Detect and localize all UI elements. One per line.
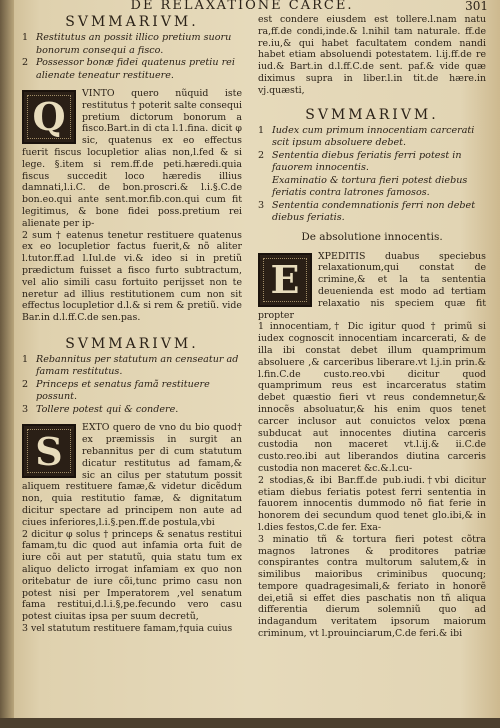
body-text <box>258 14 486 97</box>
summary-list <box>258 125 486 225</box>
summarium-heading: SVMMARIVM. <box>65 14 199 30</box>
page-shadow-edge <box>0 0 14 728</box>
ornamental-initial: S <box>22 424 76 478</box>
right-column <box>258 14 486 640</box>
section-title: De absolutione innocentis. <box>301 230 443 243</box>
summary-item: 1 Rebannitus per statutum an censeatur ad famam restitutus. <box>22 353 239 378</box>
paragraph: 2 sum † eatenus tenetur restituere quatenus ex eo locupletior factus fuerit,& nõ aliter l.tutor.ff.ad l.Iul.de vi.& ideo si in pretiũ prædictum fuisset a fisco furto subtractum, vel alio simili casu fortuito perijsset non te neretur ad illius restitutionem cum non sit effectus locupletior d.l.& si rem & pretiũ. vide Bar.in d.l.ff.C.de sen.pas. <box>22 229 242 324</box>
body-text <box>22 422 242 634</box>
left-column <box>22 14 242 635</box>
ornamental-initial: Q <box>22 90 76 144</box>
summarium-heading: SVMMARIVM. <box>65 335 199 352</box>
summary-item: 3 Tollere potest qui & condere. <box>22 403 179 415</box>
summary-item: Examinatio & tortura fieri potest diebus feriatis contra latrones famosos. <box>272 174 468 199</box>
summary-item: 2 Possessor bonæ fidei quatenus pretiu rei alienate teneatur restituere. <box>22 57 235 81</box>
summary-item: 1 Restitutus an possit illico pretium suoru bonorum consequi a fisco. <box>22 32 232 56</box>
body-text <box>22 88 242 324</box>
summary-item: 2 Princeps et senatus famã restituere possunt. <box>22 378 210 403</box>
page-bottom-edge <box>0 718 500 728</box>
page-number: 301 <box>465 0 488 13</box>
paragraph: 3 vel statutum restituere famam,†quia cuius <box>22 622 233 634</box>
summary-list <box>22 354 242 417</box>
paragraph: EXTO quero de vno du bio quod† ex præmissis in surgit an rebannitus per di cum statutum dicatur restitutus ad famam,& sic an cilus per statutum possit aliquem restituere famæ,& videtur dicẽdum non, quia restitutio famæ, & dignitatum dicitur spectare ad principem non aute ad ciues inferiores,l.i.§.pen.ff.de postula,vbi <box>22 422 242 528</box>
summary-list <box>22 32 242 82</box>
summary-item: 3 Sententia condemnationis ferri non debet diebus feriatis. <box>258 199 476 224</box>
paragraph: XPEDITIS duabus speciebus relaxationum,qui constat de crimine,& et la ta sententia deuenienda est modo ad tertiam relaxatio nis speciem quæ fit propter <box>258 250 486 321</box>
paragraph: VINTO quero nũquid iste restitutus † poterit salte consequi pretium dictorum bonorum a fisco.Bart.in di cta l.1.fina. dicit φ sic, quatenus ex eo effectus fuerit fiscus locupletior alias non,l.fed & si lege. §.item si rem.ff.de peti.hæredi.quia fiscus succedit loco hæredis illius damnati,l.i.C. de bon.proscri.& l.i.§.C.de bon.eo.qui ante sent.mor.fib.con.qui cum fit legitimus, & bone fidei poss.pretium rei alienate per ip- <box>22 88 242 229</box>
summary-item: 2 Sententia diebus feriatis ferri potest in fauorem innocentis. <box>258 149 462 174</box>
ornamental-initial: E <box>258 253 312 307</box>
paragraph: est condere eiusdem est tollere.l.nam natu ra,ff.de condi,inde.& l.nihil tam naturale. ff.de re.iu,& qui habet facultatem condem nandi habet etiam absoluendi potestatem. l.ij.ff.de re iud.& Bart.in d.l.ff.C.de sent. paf.& vide quæ diximus supra in liber.l.in tit.de hære.in vj.quæsti, <box>258 14 486 96</box>
paragraph: 2 dicitur φ solus † princeps & senatus restitui famam,tu dic quod aut infamia orta fuit de iure cõi aut per statutũ, quia statu tum ex aliquo delicto irrogat infamiam ex quo non oritebatur de iure cõi,tunc primo casu non potest nisi per Imperatorem ,vel senatum fama restitui,d.l.i.§,pe.fecundo vero casu potest ciuitas ipsa per suum decretũ, <box>22 528 242 623</box>
paragraph: 2 stodias,& ibi Bar.ff.de pub.iudi.†vbi dicitur etiam diebus feriatis potest ferri sententia in fauorem innocentis dummodo nõ fiat ferie in honorem dei secundum quod tenet glo.ibi,& in l.dies festos,C.de fer. Exa- <box>258 474 486 533</box>
paragraph: 1 innocentiam,† Dic igitur quod † primũ si iudex cognoscit innocentiam incarcerati, & de illa ibi constat debet illum quamprimum absoluere ,& carceribus liberare.vt l.j.in prin.& l.fin.C.de custo.reo.vbi dicitur quod quamprimum reus est incarceratus statim debet quæstio fieri vt reus condemnetur,& innocẽs absoluatur,& his enim quos tenet carcer inclusor aut conuictos velox pœna subducat aut innocentes diutina carceris custodia non maceret vt.l.ij.& ii.C.de custo.reo.ibi aut liberandos diutina carceris custodia non maceret &c.&.l.cu- <box>258 321 486 474</box>
running-title: DE RELAXATIONE CARCE. <box>130 0 354 13</box>
body-text <box>258 251 486 640</box>
summary-item: 1 Iudex cum primum innocentiam carcerati scit ipsum absoluere debet. <box>258 124 475 149</box>
summarium-heading: SVMMARIVM. <box>305 106 439 123</box>
paragraph: 3 minatio tñ & tortura fieri potest cõtra magnos latrones & proditores patriæ conspirantes contra multorum salutem,& in similibus maioribus criminibus quocunq; tempore quadragesimali,& feriato in honorẽ dei,etiã si effet dies paschatis non tñ aliqua differentia dierum solemniũ quo ad indagandum veritatem ipsorum maiorum criminum, vt l.prouinciarum,C.de feri.& ibi <box>258 533 486 640</box>
